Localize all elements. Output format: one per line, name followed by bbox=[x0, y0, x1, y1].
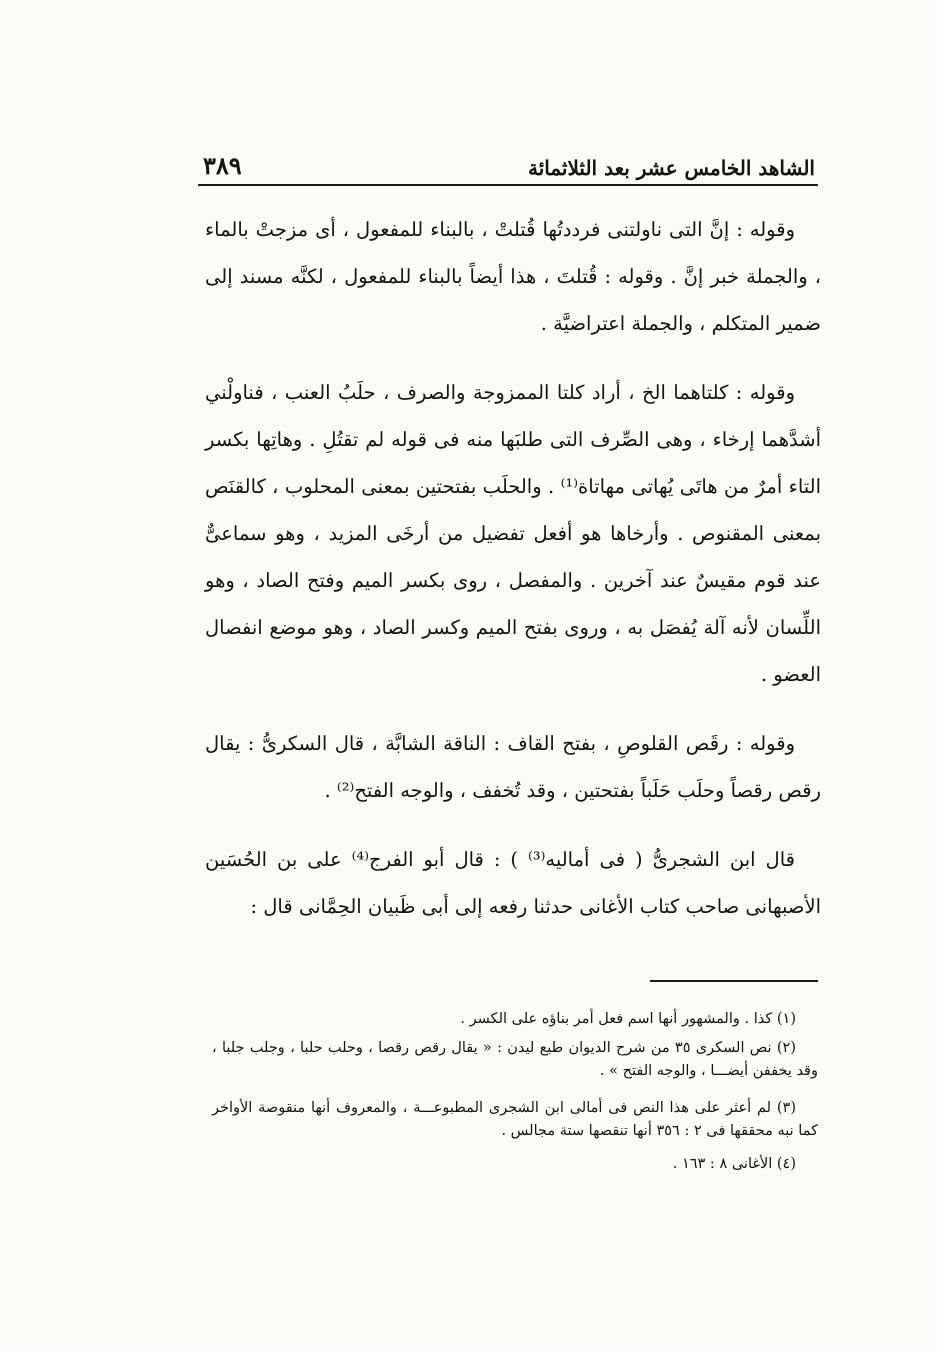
paragraph: قال ابن الشجرىُّ ( فى أماليه⁽³⁾ ) : قال أبو الفرج⁽⁴⁾ على بن الحُسَين الأصبهانى صاحب كتاب الأغانى حدثنا رفعه إلى أبى ظَبيان الحِمَّانى قال : bbox=[205, 848, 821, 918]
footnotes bbox=[212, 1008, 818, 1186]
header-rule bbox=[198, 184, 818, 186]
page-header bbox=[203, 140, 815, 180]
paragraph: وقوله : إنَّ التى ناولتنى فرددتُها قُتلتْ ، بالبناء للمفعول ، أى مزجتْ بالماء ، والجملة خبر إنَّ . وقوله : قُتلتَ ، هذا أيضاً بالبناء للمفعول ، لكنَّه مسند إلى ضمير المتكلم ، والجملة اعتراضيَّة . bbox=[205, 218, 821, 335]
footnote-4: (٤) الأغانى ٨ : ١٦٣ . bbox=[672, 1156, 796, 1172]
footnote-2: (٢) نص السكرى ٣٥ من شرح الديوان طبع ليدن : « يقال رقص رقصا ، وحلب حلبا ، وجلب جلبا ، وقد يخففن أيضـــا ، والوجه الفتح » . bbox=[212, 1040, 818, 1079]
footnote-1: (١) كذا . والمشهور أنها اسم فعل أمر بناؤه على الكسر . bbox=[460, 1011, 796, 1027]
footnote-separator bbox=[650, 980, 818, 982]
paragraph: وقوله : رقَص القلوصِ ، بفتح القاف : الناقة الشابَّة ، قال السكرىُّ : يقال رقص رقصاً وحلَب حَلَباً بفتحتين ، وقد تُخفف ، والوجه الفتح⁽²⁾ . bbox=[205, 732, 821, 802]
footnote-3: (٣) لم أعثر على هذا النص فى أمالى ابن الشجرى المطبوعـــة ، والمعروف أنها منقوصة الأواخر كما نبه محققها فى ٢ : ٣٥٦ أنها تنقصها ستة مجالس . bbox=[212, 1100, 818, 1139]
main-text bbox=[205, 206, 821, 930]
page-number: ٣٨٩ bbox=[203, 151, 242, 180]
paragraph: وقوله : كلتاهما الخ ، أراد كلتا الممزوجة والصرف ، حلَبُ العنب ، فناولْني أشدَّهما إرخاء ، وهى الصِّرف التى طلبَها منه فى قوله لم تقتُلِ . وهاتِها بكسر التاء أمرٌ من هاتَى يُهاتى مهاتاة⁽¹⁾ . والحلَب بفتحتين بمعنى المحلوب ، كالقنَص بمعنى المقنوص . وأرخاها هو أفعل تفضيل من أرخَى المزيد ، وهو سماعىٌّ عند قوم مقيسٌ عند آخرين . والمفصل ، روى بكسر الميم وفتح الصاد ، وهو اللِّسان لأنه آلة يُفصَل به ، وروى بفتح الميم وكسر الصاد ، وهو موضع انفصال العضو . bbox=[205, 381, 822, 686]
running-title: الشاهد الخامس عشر بعد الثلاثمائة bbox=[527, 156, 815, 180]
